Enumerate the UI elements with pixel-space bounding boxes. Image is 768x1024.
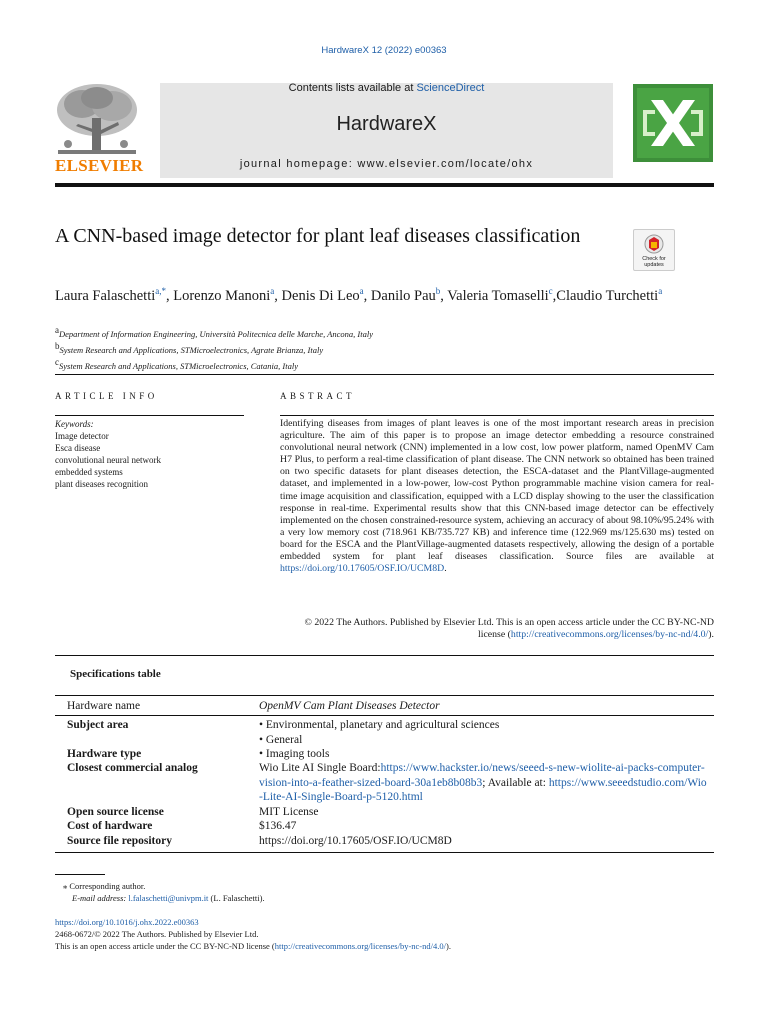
- oa-prefix: This is an open access article under the CC BY-NC-ND license (: [55, 941, 275, 951]
- affiliation-marker: b: [55, 340, 60, 351]
- paper-title: A CNN-based image detector for plant leaf diseases classification: [55, 225, 581, 247]
- affiliation-marker: c: [55, 356, 59, 367]
- seeedstudio-link[interactable]: https://www.seeedstudio.com/Wio-Lite-AI-Single-Board-p-5120.html: [259, 776, 707, 803]
- sciencedirect-link[interactable]: ScienceDirect: [416, 82, 485, 94]
- keyword-item: convolutional neural network: [55, 455, 161, 465]
- subject-area-label: Subject area: [67, 719, 129, 731]
- hardwarex-logo: [633, 84, 713, 162]
- copyright-suffix: ).: [708, 629, 714, 641]
- issn-line: 2468-0672/© 2022 The Authors. Published by Elsevier Ltd.: [55, 929, 259, 939]
- license-value: MIT License: [259, 806, 319, 818]
- commercial-analog-label: Closest commercial analog: [67, 762, 198, 774]
- keyword-item: embedded systems: [55, 467, 123, 477]
- author-affiliation-marker[interactable]: a: [270, 286, 275, 296]
- author-separator: ,: [363, 287, 371, 304]
- email-link[interactable]: l.falaschetti@univpm.it: [128, 893, 209, 903]
- author-affiliation-marker[interactable]: a,*: [155, 286, 166, 296]
- oa-suffix: ).: [446, 941, 451, 951]
- keyword-item: Esca disease: [55, 443, 101, 453]
- author-name[interactable]: Laura Falaschetti: [55, 287, 156, 304]
- elsevier-wordmark: ELSEVIER: [55, 156, 144, 175]
- email-suffix: (L. Falaschetti).: [208, 893, 265, 903]
- journal-reference-link[interactable]: HardwareX 12 (2022) e00363: [321, 45, 447, 56]
- check-updates-label: Check for updates: [642, 256, 666, 268]
- copyright-notice: [280, 617, 714, 641]
- hackster-link[interactable]: https://www.hackster.io/news/seeed-s-new-wiolite-ai-packs-computer-vision-into-a-feather-sized-board-30a1eb8b08b3: [259, 762, 705, 789]
- journal-homepage[interactable]: journal homepage: www.elsevier.com/locate/ohx: [239, 158, 534, 170]
- repository-value: https://doi.org/10.17605/OSF.IO/UCM8D: [259, 835, 452, 847]
- affiliation-marker: a: [55, 325, 59, 335]
- keyword-item: plant diseases recognition: [55, 479, 148, 489]
- author-affiliation-marker[interactable]: b: [435, 286, 441, 296]
- affiliation-text: System Research and Applications, STMicroelectronics, Catania, Italy: [59, 360, 298, 371]
- license-link[interactable]: http://creativecommons.org/licenses/by-nc-nd/4.0/: [510, 629, 709, 641]
- author-name[interactable]: Denis Di Leo: [281, 287, 360, 304]
- author-separator: ,: [552, 287, 557, 304]
- abstract-body: Identifying diseases from images of plant leaves is one of the most important research areas in precision agriculture. The aim of this paper is to propose an image detector embedding a resource constrained convolutional neural network (CNN) implemented in a low cost, low power platform, named OpenMV Cam H7 Plus, to perform a real-time classification of plant disease. The CNN network so obtained has been trained on two specific datasets for plant diseases detection, the ESCA-dataset and the PlantVillage-augmented dataset, and implemented in a low-power, low-cost Python programmable machine vision camera for real-time image acquisition and classification, equipped with a LCD display showing to the user the classification response in real-time. Experimental results show that this CNN-based image detector can be effectively implemented on the chosen constrained-resource system, achieving an accuracy of about 98.10%/95.24% with a very low memory cost (718.961 KB/735.727 KB) and inference time (122.969 ms/125.630 ms) tested on board for the ESCA and the PlantVillage-augmented datasets respectively, allowing the design of a portable embedded system for plant leaf diseases classification. Source files are available at: [280, 418, 714, 563]
- author-affiliation-marker[interactable]: c: [548, 286, 553, 296]
- osf-link[interactable]: https://doi.org/10.17605/OSF.IO/UCM8D: [280, 563, 445, 575]
- keywords-block: [55, 418, 245, 490]
- table-header-label: Hardware name: [67, 700, 141, 712]
- keywords-label: Keywords:: [55, 419, 94, 429]
- table-rule-header: [55, 715, 714, 716]
- contents-line: [160, 82, 613, 94]
- analog-mid: ; Available at:: [482, 776, 549, 789]
- affiliation-list: [55, 324, 715, 371]
- table-header-value: OpenMV Cam Plant Diseases Detector: [259, 700, 440, 712]
- copyright-prefix: © 2022 The Authors. Published by Elsevier Ltd. This is an open access article under the CC BY-NC-ND license (: [304, 617, 714, 641]
- author-separator: ,: [166, 287, 174, 304]
- affiliation-item: [55, 356, 715, 372]
- keyword-item: Image detector: [55, 431, 109, 441]
- repository-label: Source file repository: [67, 835, 172, 847]
- affiliation-text: System Research and Applications, STMicroelectronics, Agrate Brianza, Italy: [59, 344, 324, 355]
- subject-item: • General: [259, 733, 303, 746]
- author-list: [55, 281, 715, 306]
- hardware-type-label: Hardware type: [67, 748, 142, 760]
- abstract-heading: ABSTRACT: [280, 391, 356, 401]
- author-affiliation-marker[interactable]: a: [359, 286, 364, 296]
- license-label: Open source license: [67, 806, 164, 818]
- author-name[interactable]: Danilo Pau: [370, 287, 436, 304]
- cost-label: Cost of hardware: [67, 820, 153, 832]
- section-rule: [55, 374, 714, 375]
- doi-link[interactable]: https://doi.org/10.1016/j.ohx.2022.e00363: [55, 917, 199, 927]
- abstract-rule: [280, 415, 714, 416]
- corresponding-author-note: ⁎ Corresponding author.: [63, 881, 146, 891]
- affiliation-item: [55, 324, 715, 340]
- email-label: E-mail address:: [72, 893, 129, 903]
- affiliation-text: Department of Information Engineering, Università Politecnica delle Marche, Ancona, Italy: [59, 328, 373, 339]
- specifications-title: Specifications table: [70, 668, 161, 680]
- table-rule-bottom: [55, 852, 714, 853]
- author-name[interactable]: Valeria Tomaselli: [447, 287, 549, 304]
- section-rule: [55, 655, 714, 656]
- footnote: [55, 880, 715, 904]
- hardware-type-value: • Imaging tools: [259, 748, 330, 760]
- author-affiliation-marker[interactable]: a: [658, 286, 663, 296]
- subject-item: • Environmental, planetary and agricultural sciences: [259, 719, 500, 731]
- subject-area-value: [259, 718, 709, 747]
- author-separator: ,: [440, 287, 448, 304]
- affiliation-item: [55, 340, 715, 356]
- commercial-analog-value: [259, 761, 709, 805]
- abstract-text: [280, 418, 714, 575]
- elsevier-tree-logo: [52, 82, 142, 162]
- doi-block: [55, 916, 715, 952]
- cost-value: $136.47: [259, 820, 297, 832]
- author-name[interactable]: Lorenzo Manoni: [173, 287, 271, 304]
- author-separator: ,: [274, 287, 282, 304]
- journal-title: HardwareX: [336, 113, 437, 135]
- abstract-end: .: [444, 563, 447, 575]
- keywords-rule: [55, 415, 244, 416]
- author-name[interactable]: Claudio Turchetti: [556, 287, 659, 304]
- footnote-rule: [55, 874, 105, 875]
- article-info-heading: ARTICLE INFO: [55, 391, 158, 401]
- contents-prefix: Contents lists available at: [288, 82, 417, 94]
- oa-license-link[interactable]: http://creativecommons.org/licenses/by-nc-nd/4.0/: [274, 941, 446, 951]
- header-rule: [55, 183, 714, 187]
- analog-prefix: Wio Lite AI Single Board:: [259, 762, 381, 774]
- table-rule-top: [55, 695, 714, 696]
- check-for-updates-badge[interactable]: [633, 229, 675, 271]
